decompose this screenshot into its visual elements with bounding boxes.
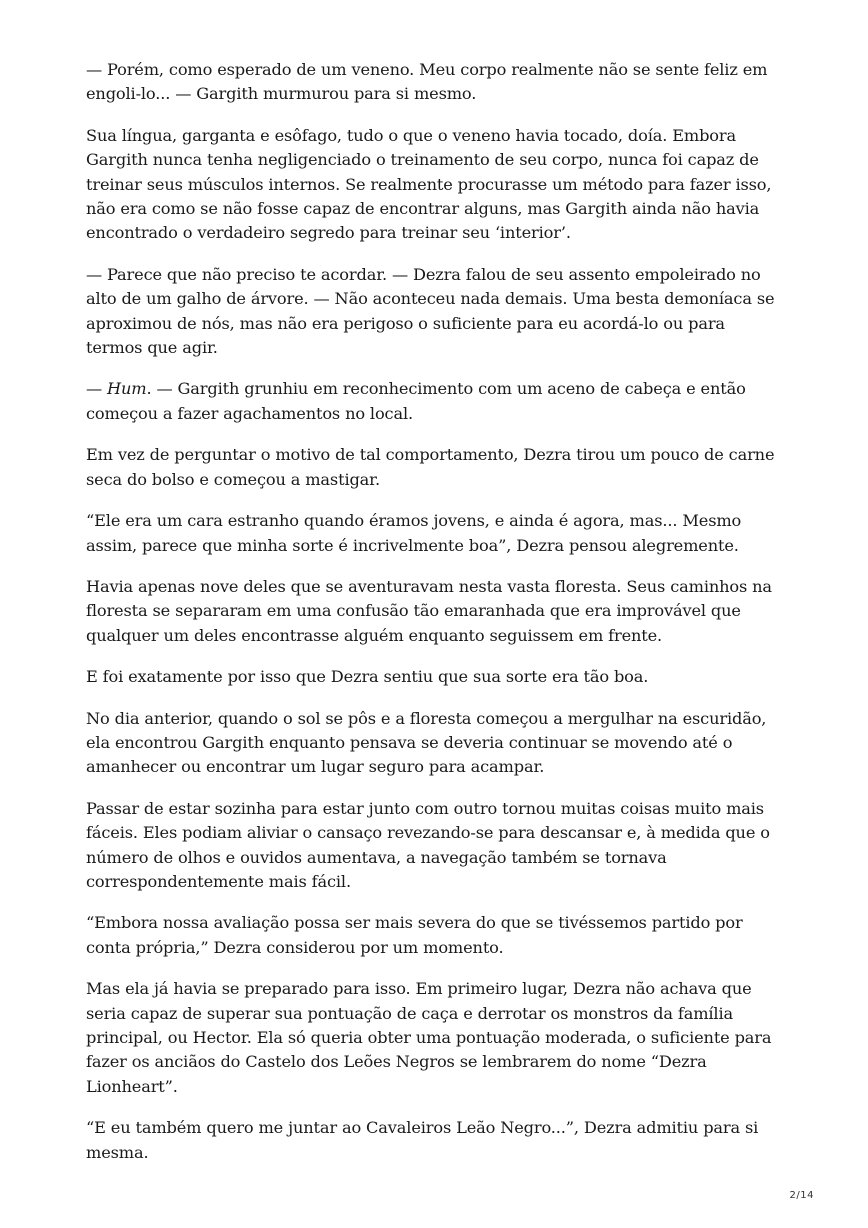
paragraph-6: Havia apenas nove deles que se aventuravam nesta vasta floresta. Seus caminhos na floresta se separaram em uma confusão tão emaranhada que era improvável que qualquer um deles encontrasse alguém enquanto seguissem em frente. (86, 576, 772, 645)
paragraph-10: “Embora nossa avaliação possa ser mais severa do que se tivéssemos partido por conta própria,” Dezra considerou por um momento. (86, 913, 743, 957)
paragraph-2: Sua língua, garganta e esôfago, tudo o que o veneno havia tocado, doía. Embora Gargith nunca tenha negligenciado o treinamento de seu corpo, nunca foi capaz de treinar seus músculos internos. Se realmente procurasse um método para fazer isso, não era como se não fosse capaz de encontrar alguns, mas Gargith ainda não havia encontrado o verdadeiro segredo para treinar seu ‘interior’. (86, 125, 772, 243)
hum-rest: . — Gargith grunhiu em reconhecimento com um aceno de cabeça e então começou a fazer agachamentos no local. (86, 379, 746, 423)
hum-dash: — (86, 379, 108, 399)
hum-italic-word: Hum (107, 379, 147, 399)
paragraph-11: Mas ela já havia se preparado para isso. Em primeiro lugar, Dezra não achava que seria capaz de superar sua pontuação de caça e derrotar os monstros da família principal, ou Hector. Ela só queria obter uma pontuação moderada, o suficiente para fazer os anciãos do Castelo dos Leões Negros se lembrarem do nome “Dezra Lionheart”. (86, 979, 772, 1096)
paragraph-1: — Porém, como esperado de um veneno. Meu corpo realmente não se sente feliz em engoli-lo... — Gargith murmurou para si mesmo. (86, 60, 768, 104)
paragraph-4: Em vez de perguntar o motivo de tal comportamento, Dezra tirou um pouco de carne seca do bolso e começou a mastigar. (86, 445, 775, 489)
paragraph-8: No dia anterior, quando o sol se pôs e a floresta começou a mergulhar na escuridão, ela encontrou Gargith enquanto pensava se deveria continuar se movendo até o amanhecer ou encontrar um lugar seguro para acampar. (86, 708, 767, 777)
paragraph-5: “Ele era um cara estranho quando éramos jovens, e ainda é agora, mas... Mesmo assim, parece que minha sorte é incrivelmente boa”, Dezra pensou alegremente. (86, 511, 742, 555)
paragraph-12: “E eu também quero me juntar ao Cavaleiros Leão Negro...”, Dezra admitiu para si mesma. (86, 1118, 759, 1162)
paragraph-hum (86, 377, 786, 426)
paragraph-7: E foi exatamente por isso que Dezra sentiu que sua sorte era tão boa. (86, 667, 649, 687)
paragraph-9: Passar de estar sozinha para estar junto com outro tornou muitas coisas muito mais fáceis. Eles podiam aliviar o cansaço revezando-se para descansar e, à medida que o número de olhos e ouvidos aumentava, a navegação também se tornava correspondentemente mais fácil. (86, 798, 770, 891)
paragraph-3: — Parece que não preciso te acordar. — Dezra falou de seu assento empoleirado no alto de um galho de árvore. — Não aconteceu nada demais. Uma besta demoníaca se aproximou de nós, mas não era perigoso o suficiente para eu acordá-lo ou para termos que agir. (86, 264, 775, 358)
document-body (86, 58, 786, 1182)
page-number: 2/14 (789, 1190, 814, 1201)
